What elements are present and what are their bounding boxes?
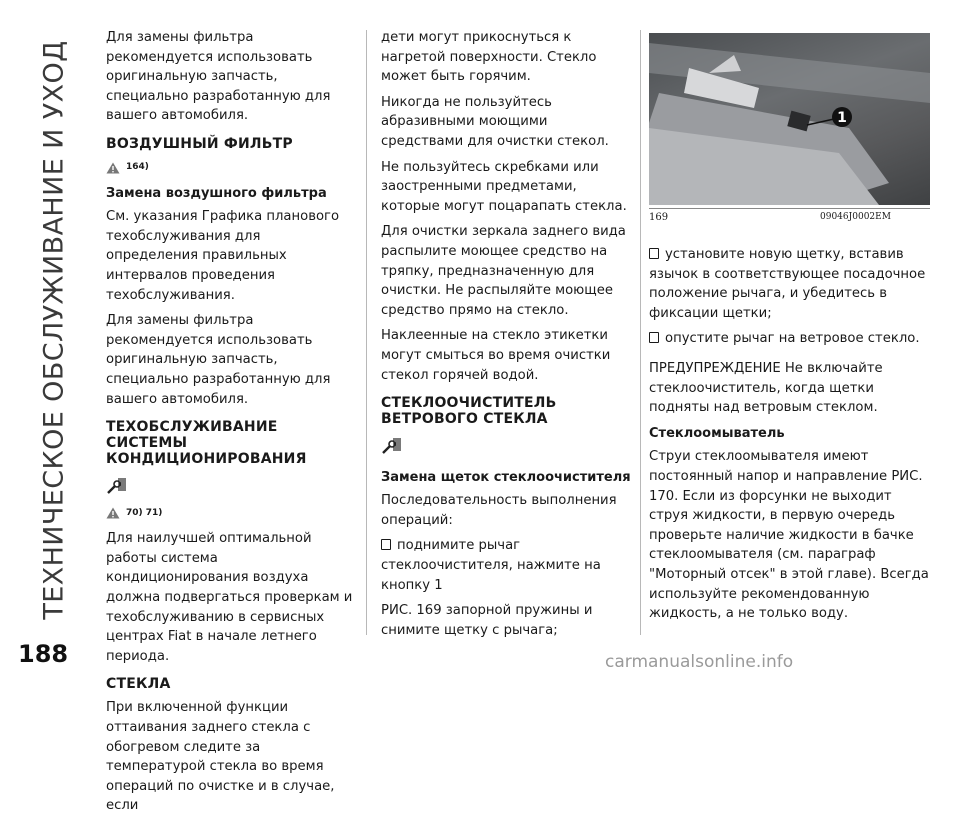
bullet-item: поднимите рычаг стеклоочистителя, нажмите на кнопку 1 — [381, 538, 601, 593]
section-heading-air-filter: ВОЗДУШНЫЙ ФИЛЬТР — [106, 135, 293, 152]
column-right — [649, 245, 929, 630]
bullet-square-icon — [381, 539, 391, 550]
paragraph: Струи стеклоомывателя имеют постоянный напор и направление РИС. 170. Если из форсунки не выходит струя жидкости, в первую очередь проверьте наличие жидкости в бачке стеклоомывателя (см. параграф "Моторный отсек" в этой главе). Всегда используйте рекомендованную жидкость, а не только воду. — [649, 449, 929, 622]
chapter-side-tab: ТЕХНИЧЕСКОЕ ОБСЛУЖИВАНИЕ И УХОД — [38, 40, 70, 620]
section-heading-wiper: СТЕКЛООЧИСТИТЕЛЬ ВЕТРОВОГО СТЕКЛА — [381, 395, 557, 428]
paragraph: См. указания Графика планового техобслуживания для определения правильных интервалов проведения техобслуживания. — [106, 209, 340, 303]
wiper-arm-illustration — [649, 33, 930, 205]
service-wrench-icon — [106, 475, 128, 495]
section-heading-ac: ТЕХОБСЛУЖИВАНИЕ СИСТЕМЫ КОНДИЦИОНИРОВАНИЯ — [106, 419, 307, 468]
warning-paragraph: ПРЕДУПРЕЖДЕНИЕ Не включайте стеклоочиститель, когда щетки подняты над ветровым стеклом. — [649, 360, 883, 416]
warning-triangle-icon — [106, 162, 120, 174]
paragraph: Никогда не пользуйтесь абразивными моющими средствами для очистки стекол. — [381, 94, 609, 149]
paragraph: Для замены фильтра рекомендуется использовать оригинальную запчасть, специально разработанную для вашего автомобиля. — [106, 30, 331, 124]
wiper-arm-photo — [649, 33, 930, 205]
reference-number: 164) — [126, 161, 149, 172]
paragraph: Последовательность выполнения операций: — [381, 493, 617, 528]
page-number: 188 — [18, 640, 69, 668]
section-heading-glass: СТЕКЛА — [106, 676, 171, 693]
paragraph: При включенной функции оттаивания заднего стекла с обогревом следите за температурой стекла во время операций по очистке и в случае, если — [106, 700, 335, 814]
bullet-square-icon — [649, 248, 659, 259]
paragraph: дети могут прикоснуться к нагретой поверхности. Стекло может быть горячим. — [381, 30, 597, 85]
bullet-square-icon — [649, 332, 659, 343]
bullet-item: опустите рычаг на ветровое стекло. — [649, 329, 929, 349]
watermark: carmanualsonline.info — [605, 652, 794, 672]
warning-reference — [106, 158, 356, 178]
paragraph: Наклеенные на стекло этикетки могут смыться во время очистки стекол горячей водой. — [381, 328, 611, 383]
figure-caption-rule — [649, 208, 930, 209]
paragraph: РИС. 169 запорной пружины и снимите щетку с рычага; — [381, 603, 593, 638]
paragraph: Для наилучшей оптимальной работы система кондиционирования воздуха должна подвергаться проверкам и техобслуживанию в сервисных центрах Fiat в начале летнего периода. — [106, 531, 353, 664]
subsection-heading: Замена щеток стеклоочистителя — [381, 469, 631, 485]
figure-callout-number: 1 — [837, 110, 847, 126]
figure-number: 169 — [649, 212, 669, 223]
column-divider — [640, 30, 641, 635]
warning-reference — [106, 504, 356, 524]
subsection-heading-washer: Стеклоомыватель — [649, 425, 785, 441]
figure-code: 09046J0002EM — [820, 212, 891, 222]
bullet-item: установите новую щетку, вставив язычок в соответствующее посадочное положение рычага, и убедитесь в фиксации щетки; — [649, 247, 926, 321]
paragraph: Не пользуйтесь скребками или заостренными предметами, которые могут поцарапать стекла. — [381, 159, 627, 214]
column-divider — [366, 30, 367, 635]
reference-number: 70) 71) — [126, 507, 163, 518]
column-left — [106, 28, 356, 822]
subsection-heading: Замена воздушного фильтра — [106, 185, 327, 201]
paragraph: Для замены фильтра рекомендуется использовать оригинальную запчасть, специально разработанную для вашего автомобиля. — [106, 313, 331, 407]
warning-triangle-icon — [106, 507, 120, 519]
paragraph: Для очистки зеркала заднего вида распылите моющее средство на тряпку, предназначенную для очистки. Не распыляйте моющее средство прямо на стекло. — [381, 224, 626, 318]
column-middle — [381, 28, 631, 646]
service-wrench-icon — [381, 435, 403, 455]
